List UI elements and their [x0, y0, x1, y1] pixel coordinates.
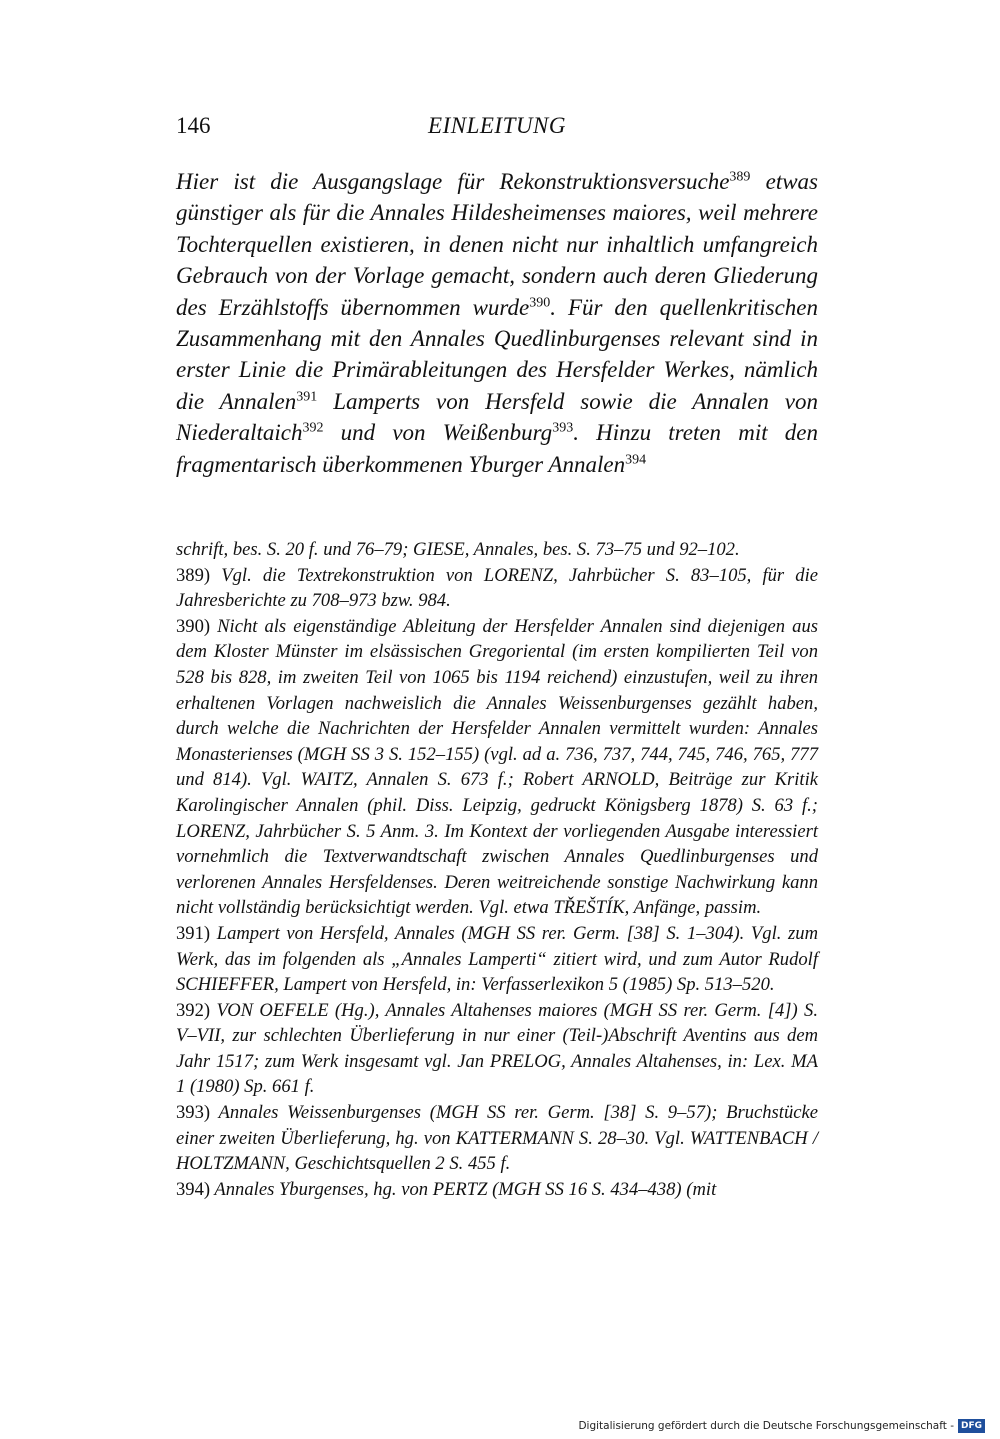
footnote-text: schrift, bes. S. 20 f. und 76–79; GIESE, Annales, bes. S. 73–75 und 92–102.: [176, 539, 740, 560]
footnote-text: VON OEFELE (Hg.), Annales Altahenses maiores (MGH SS rer. Germ. [4]) S. V–VII, zur schlechten Überlieferung in nur einer (Teil-)Abschrift Aventins aus dem Jahr 1517; zum Werk insgesamt vgl. Jan PRELOG, Annales Altahenses, in: Lex. MA 1 (1980) Sp. 661 f.: [176, 999, 818, 1098]
footnote: [176, 614, 818, 921]
footnote: [176, 1100, 818, 1177]
digitization-credit: [578, 1418, 985, 1434]
footnote: [176, 537, 818, 563]
body-text-segment: Lamperts von Hersfeld sowie die Annalen von Niederaltaich: [176, 388, 818, 446]
footnotes-section: [176, 537, 818, 1202]
footnote: [176, 998, 818, 1100]
body-text-segment: Hier ist die Ausgangslage für Rekonstruktionsversuche: [176, 169, 730, 194]
page-number: 146: [176, 113, 211, 138]
footnote-text: Nicht als eigenständige Ableitung der Hersfelder Annalen sind diejenigen aus dem Kloster Münster im elsässischen Gregoriental (im ersten kompilierten Teil von 528 bis 828, im zweiten Teil von 1065 bis 1194 reichend) einzustufen, weil zu ihren erhaltenen Vorlagen nachweislich die Annales Weissenburgenses gezählt haben, durch welche die Nachrichten der Hersfelder Annalen vermittelt wurden: Annales Monasterienses (MGH SS 3 S. 152–155) (vgl. ad a. 736, 737, 744, 745, 746, 765, 777 und 814). Vgl. WAITZ, Annalen S. 673 f.; Robert ARNOLD, Beiträge zur Kritik Karolingischer Annalen (phil. Diss. Leipzig, gedruckt Königsberg 1878) S. 63 f.; LORENZ, Jahrbücher S. 5 Anm. 3. Im Kontext der vorliegenden Ausgabe interessiert vornehmlich die Textverwandtschaft zwischen Annales Quedlinburgenses und verlorenen Annales Hersfeldenses. Deren weitreichende sonstige Nachwirkung kann nicht vollständig berücksichtigt werden. Vgl. etwa TŘEŠTÍK, Anfänge, passim.: [176, 615, 818, 919]
footnote-reference: 391: [296, 389, 318, 405]
footnote: [176, 1177, 818, 1203]
body-text-segment: etwas günstiger als für die Annales Hildesheimenses maiores, weil mehrere Tochterquellen existieren, in denen nicht nur inhaltlich umfangreich Gebrauch von der Vorlage gemacht, sondern auch deren Gliederung des Erzählstoffs übernommen wurde: [176, 169, 818, 320]
footnote-text: Vgl. die Textrekonstruktion von LORENZ, Jahrbücher S. 83–105, für die Jahresberichte zu 708–973 bzw. 984.: [176, 564, 819, 612]
credit-text: Digitalisierung gefördert durch die Deutsche Forschungsgemeinschaft -: [578, 1420, 954, 1432]
footnote-reference: 389: [729, 169, 751, 185]
footnote-text: Lampert von Hersfeld, Annales (MGH SS rer. Germ. [38] S. 1–304). Vgl. zum Werk, das im folgenden als „Annales Lamperti“ zitiert wird, und zum Autor Rudolf SCHIEFFER, Lampert von Hersfeld, in: Verfasserlexikon 5 (1985) Sp. 513–520.: [176, 922, 818, 996]
footnote-number: 393): [176, 1102, 211, 1124]
footnote-number: 390): [176, 615, 211, 637]
body-text-segment: . Hinzu treten mit den fragmentarisch überkommenen Yburger Annalen: [176, 420, 818, 477]
dfg-logo: DFG: [958, 1419, 985, 1433]
running-title: EINLEITUNG: [428, 113, 566, 138]
footnote-number: 392): [176, 999, 211, 1021]
body-text-segment: . Für den quellenkritischen Zusammenhang mit den Annales Quedlinburgenses relevant sind in erster Linie die Primärableitungen des Hersfelder Werkes, nämlich die Annalen: [176, 294, 819, 414]
footnote-number: 389): [176, 564, 211, 586]
footnote-text: Annales Weissenburgenses (MGH SS rer. Germ. [38] S. 9–57); Bruchstücke einer zweiten Überlieferung, hg. von KATTERMANN S. 28–30. Vgl. WATTENBACH / HOLTZMANN, Geschichtsquellen 2 S. 455 f.: [176, 1102, 818, 1175]
footnote-reference: 392: [302, 420, 324, 436]
footnote-reference: 390: [529, 294, 551, 310]
footnote: [176, 563, 818, 614]
page-header: [176, 113, 818, 147]
footnote-reference: 394: [625, 452, 647, 467]
footnote: [176, 921, 818, 998]
footnote-number: 391): [176, 922, 211, 944]
footnote-text: Annales Yburgenses, hg. von PERTZ (MGH SS 16 S. 434–438) (mit: [214, 1178, 717, 1200]
main-body-text: [176, 166, 818, 480]
footnote-number: 394): [176, 1178, 211, 1200]
body-text-segment: und von Weißenburg: [323, 420, 553, 446]
footnote-reference: 393: [552, 420, 574, 436]
